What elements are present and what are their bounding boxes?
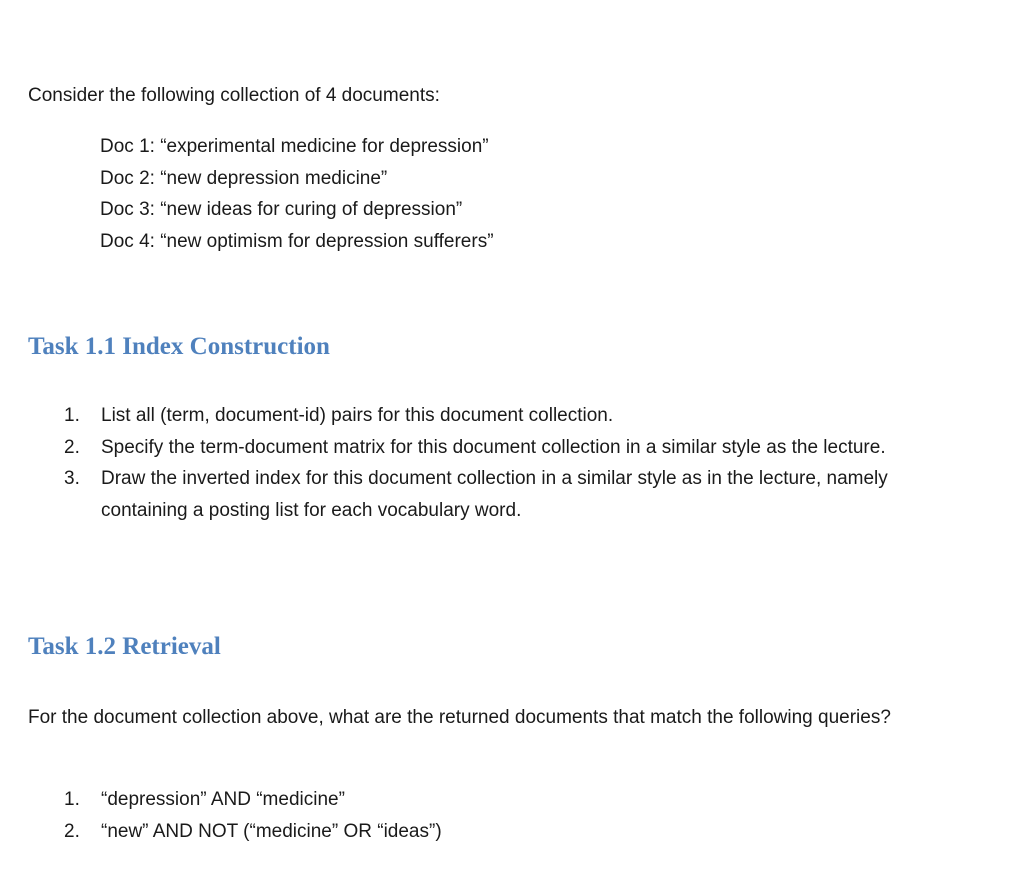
item-number: 2. [64, 820, 80, 842]
task-1-1-item [0, 463, 901, 526]
document-list [100, 135, 494, 261]
item-text: List all (term, document-id) pairs for this document collection. [101, 405, 614, 426]
task-1-1-list [0, 400, 1000, 526]
doc-item: Doc 4: “new optimism for depression sufferers” [100, 230, 494, 252]
doc-item: Doc 1: “experimental medicine for depression” [100, 136, 489, 157]
item-text: Specify the term-document matrix for this document collection in a similar style as the lecture. [101, 436, 886, 458]
item-number: 2. [64, 436, 80, 458]
query-list [0, 784, 1000, 847]
query-text: “new” AND NOT (“medicine” OR “ideas”) [101, 820, 442, 842]
query-item [0, 816, 901, 848]
doc-item: Doc 3: “new ideas for curing of depression” [100, 199, 463, 221]
task-1-1-heading: Task 1.1 Index Construction [28, 333, 330, 360]
task-1-2-heading: Task 1.2 Retrieval [28, 633, 221, 660]
query-item [0, 784, 901, 816]
task-1-1-item [0, 432, 901, 464]
task-1-1-item [0, 400, 901, 432]
query-text: “depression” AND “medicine” [101, 789, 345, 810]
doc-item: Doc 2: “new depression medicine” [100, 167, 388, 189]
item-number: 1. [64, 405, 80, 426]
item-number: 3. [64, 468, 80, 489]
item-text: Draw the inverted index for this document collection in a similar style as in the lecture, namely containing a posting list for each vocabulary word. [101, 468, 888, 521]
item-number: 1. [64, 789, 80, 810]
intro-text: Consider the following collection of 4 documents: [28, 85, 440, 106]
task-1-2-question: For the document collection above, what are the returned documents that match the following queries? [28, 707, 891, 728]
